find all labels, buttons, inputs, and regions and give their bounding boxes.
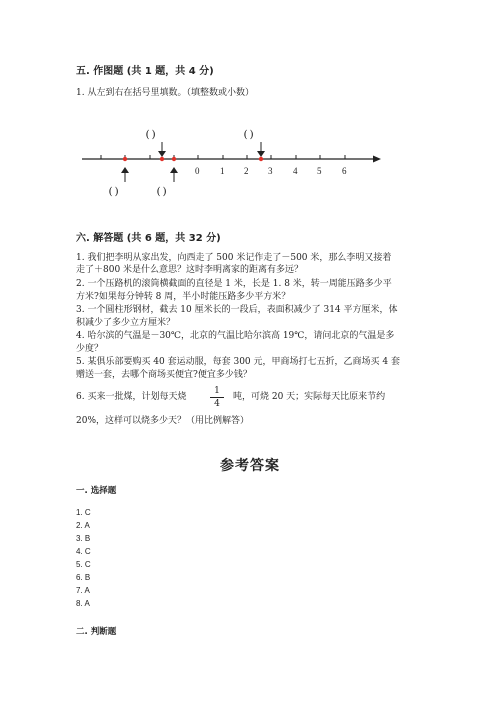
up-arrow-icon bbox=[121, 167, 129, 182]
section-6-line: 积减少了多少立方厘米？ bbox=[76, 318, 176, 328]
answer-item: 2. A bbox=[76, 521, 90, 530]
down-arrow-icon bbox=[257, 142, 265, 157]
bracket-top-right: ( ) bbox=[244, 129, 254, 140]
question-6-part2: 吨，可烧 20 天；实际每天比原来节约 bbox=[233, 392, 386, 402]
question-6-line2: 20%，这样可以烧多少天？（用比例解答） bbox=[76, 416, 250, 426]
tick-label-2: 2 bbox=[244, 166, 249, 176]
section-6-title: 六. 解答题 (共 6 题，共 32 分) bbox=[76, 233, 221, 244]
axis-arrowhead bbox=[373, 156, 381, 163]
section-6-line: 少度？ bbox=[76, 344, 104, 354]
section-5-title: 五. 作图题 (共 1 题，共 4 分) bbox=[76, 66, 214, 77]
section-6-line: 1. 我们把李明从家出发，向西走了 500 米记作走了－500 米，那么李明又接着 bbox=[76, 253, 392, 263]
section-6-line: 赠送一套，去哪个商场买便宜?便宜多少钱？ bbox=[76, 370, 252, 380]
answer-item: 6. B bbox=[76, 573, 91, 582]
tick-label-6: 6 bbox=[342, 166, 347, 176]
answer-item: 3. B bbox=[76, 534, 91, 543]
tick-label-1: 1 bbox=[220, 166, 225, 176]
section-6-line: 2. 一个压路机的滚筒横截面的直径是 1 米，长是 1. 8 米，转一周能压路多少平 bbox=[76, 279, 392, 289]
fraction-denominator: 4 bbox=[214, 399, 220, 409]
fraction-one-quarter bbox=[210, 386, 224, 409]
fraction-numerator: 1 bbox=[214, 386, 220, 396]
answer-item: 1. C bbox=[76, 508, 91, 517]
answer-item: 5. C bbox=[76, 560, 91, 569]
section-6-line: 3. 一个圆柱形钢材，截去 10 厘米长的一段后，表面积减少了 314 平方厘米，体 bbox=[76, 305, 398, 315]
tick-label-3: 3 bbox=[268, 166, 273, 176]
answers-section-2-title: 二. 判断题 bbox=[76, 627, 117, 637]
tick-label-5: 5 bbox=[317, 166, 322, 176]
bracket-bottom-left: ( ) bbox=[109, 186, 119, 197]
bracket-top-left: ( ) bbox=[146, 129, 156, 140]
answer-item: 7. A bbox=[76, 586, 90, 595]
down-arrow-icon bbox=[158, 142, 166, 157]
answer-item: 4. C bbox=[76, 547, 91, 556]
tick-label-0: 0 bbox=[195, 166, 200, 176]
fraction-bar bbox=[210, 397, 224, 398]
answers-title: 参考答案 bbox=[220, 458, 280, 474]
section-6-line: 走了＋800 米是什么意思？这时李明离家的距离有多远？ bbox=[76, 265, 304, 275]
section-6-line: 4. 哈尔滨的气温是－30℃，北京的气温比哈尔滨高 19℃，请问北京的气温是多 bbox=[76, 331, 395, 341]
section-5-question-1: 1. 从左到右在括号里填数。（填整数或小数） bbox=[76, 88, 254, 98]
answer-item: 8. A bbox=[76, 599, 90, 608]
question-6-part1: 6. 买来一批煤，计划每天烧 bbox=[76, 392, 187, 402]
bracket-bottom-mid: ( ) bbox=[157, 186, 167, 197]
answers-section-1-title: 一. 选择题 bbox=[76, 486, 117, 496]
section-6-line: 方米?如果每分钟转 8 周，半小时能压路多少平方米？ bbox=[76, 292, 291, 302]
section-6-line: 5. 某俱乐部要购买 40 套运动服，每套 300 元，甲商场打七五折，乙商场买 4 套 bbox=[76, 357, 400, 367]
tick-label-4: 4 bbox=[293, 166, 298, 176]
up-arrow-icon bbox=[170, 167, 178, 182]
